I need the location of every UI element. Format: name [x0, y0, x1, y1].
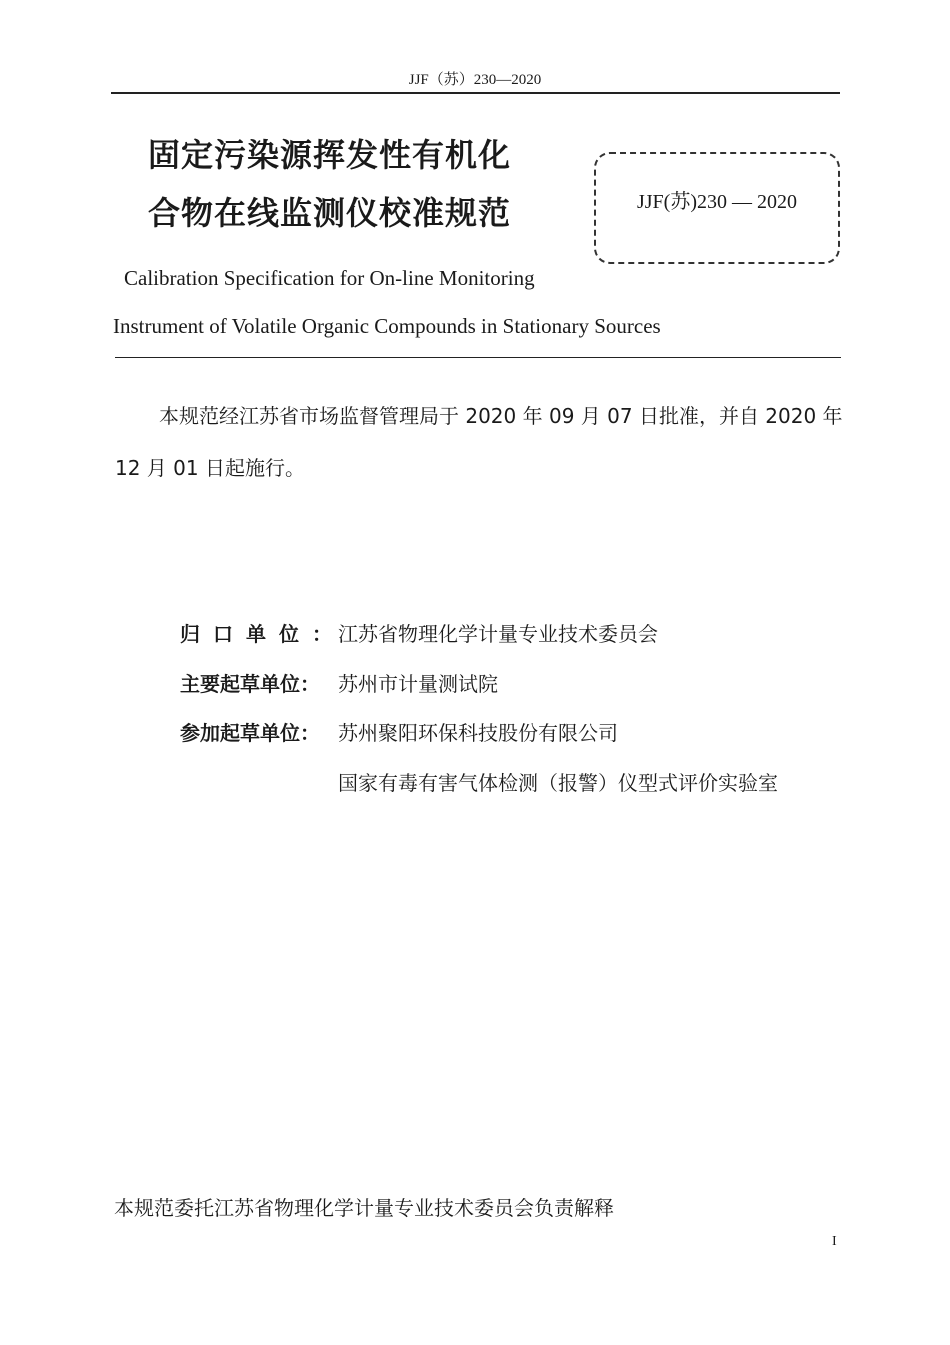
standard-code-box [594, 152, 840, 264]
chinese-title-line-1: 固定污染源挥发性有机化 [148, 136, 512, 174]
chinese-title-line-2: 合物在线监测仪校准规范 [148, 194, 512, 232]
english-title-line-1: Calibration Specification for On-line Monitoring [124, 266, 535, 290]
page-number: I [832, 1234, 837, 1249]
header-rule [111, 92, 840, 94]
section-rule [115, 357, 841, 358]
participant-2: 国家有毒有害气体检测（报警）仪型式评价实验室 [338, 771, 778, 795]
responsible-unit: 江苏省物理化学计量专业技术委员会 [338, 622, 658, 646]
participant-1: 苏州聚阳环保科技股份有限公司 [338, 721, 618, 745]
main-drafter: 苏州市计量测试院 [338, 672, 498, 696]
main-drafter-label: 主要起草单位： [180, 672, 320, 696]
english-title-line-2: Instrument of Volatile Organic Compounds in Stationary Sources [113, 314, 661, 338]
participants-label: 参加起草单位： [180, 721, 320, 745]
interpretation-note: 本规范委托江苏省物理化学计量专业技术委员会负责解释 [114, 1196, 614, 1220]
responsible-unit-label: 归口单位： [180, 622, 345, 646]
approval-paragraph: 本规范经江苏省市场监督管理局于 2020 年 09 月 07 日批准，并自 2020 年 12 月 01 日起施行。 [115, 404, 843, 480]
header-code: JJF（苏）230—2020 [408, 72, 542, 88]
standard-code: JJF(苏)230 — 2020 [636, 190, 797, 213]
